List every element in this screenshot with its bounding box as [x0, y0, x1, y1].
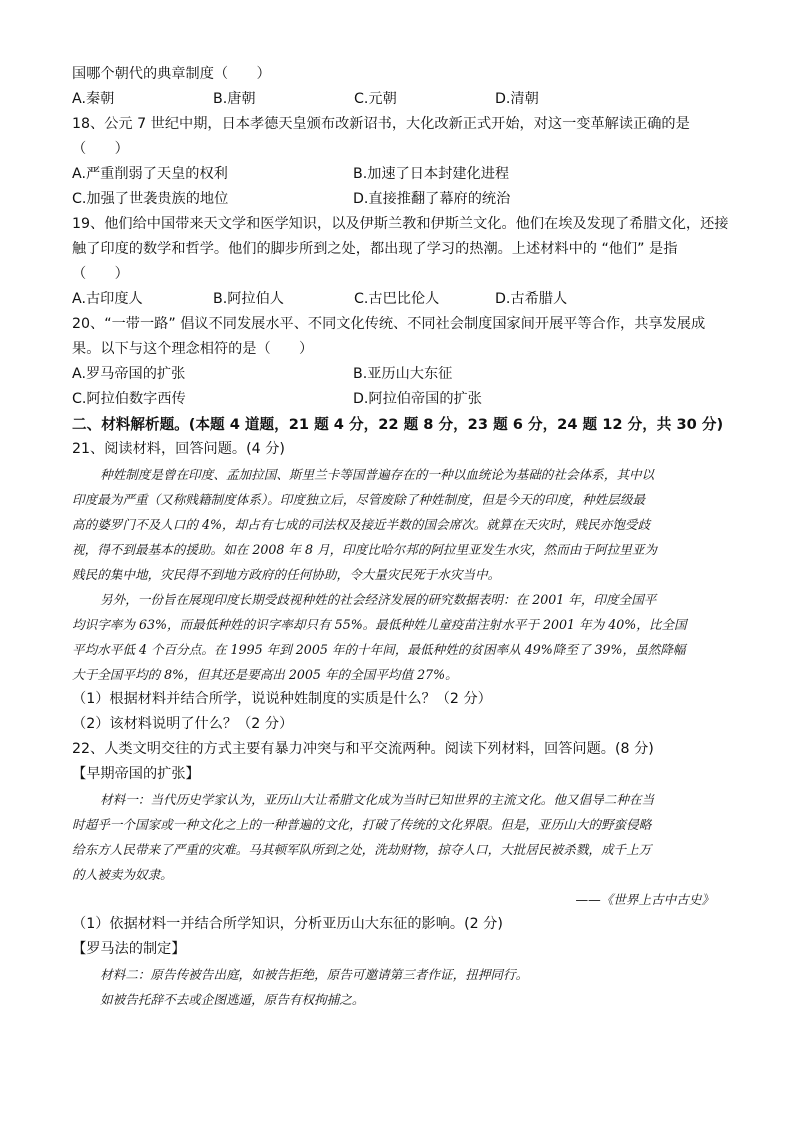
q22-material-line: 时超乎一个国家或一种文化之上的一种普遍的文化，打破了传统的文化界限。但是，亚历山大的野蛮侵略 — [72, 817, 652, 832]
q19-options — [72, 287, 724, 312]
q21-subquestion-1: （1）根据材料并结合所学，说说种姓制度的实质是什么？（2 分） — [72, 691, 492, 707]
q20-options-row1 — [72, 362, 724, 387]
q19-option-d: D.古希腊人 — [495, 291, 568, 307]
q20-option-a: A.罗马帝国的扩张 — [72, 366, 186, 382]
q19-stem-line2: 触了印度的数学和哲学。他们的脚步所到之处，都出现了学习的热潮。上述材料中的 “他们” 是指 — [72, 241, 678, 257]
q19-option-a: A.古印度人 — [72, 291, 143, 307]
q22-subquestion-1: （1）依据材料一并结合所学知识，分析亚历山大东征的影响。(2 分) — [72, 916, 503, 932]
q18-option-d: D.直接推翻了幕府的统治 — [353, 191, 511, 207]
q19-option-b: B.阿拉伯人 — [213, 291, 284, 307]
q21-material-line: 视，得不到最基本的援助。如在 2008 年 8 月，印度比哈尔邦的阿拉里亚发生水灾，然而由于阿拉里亚为 — [72, 542, 658, 557]
q22-material-line: 给东方人民带来了严重的灾难。马其顿军队所到之处，洗劫财物，掠夺人口，大批居民被杀戮，成千上万 — [72, 842, 652, 857]
q17-option-b: B.唐朝 — [213, 91, 256, 107]
q21-material-line: 种姓制度是曾在印度、孟加拉国、斯里兰卡等国普遍存在的一种以血统论为基础的社会体系，其中以 — [100, 467, 655, 482]
section-2-heading: 二、材料解析题。(本题 4 道题，21 题 4 分，22 题 8 分，23 题 6 分，24 题 12 分，共 30 分) — [72, 416, 724, 433]
q22-material-line: 材料一：当代历史学家认为，亚历山大让希腊文化成为当时已知世界的主流文化。他又倡导二种在当 — [100, 792, 655, 807]
q17-options — [72, 87, 724, 112]
q18-option-b: B.加速了日本封建化进程 — [353, 166, 510, 182]
q21-material-line: 大于全国平均的 8%，但其还是要高出 2005 年的全国平均值 27%。 — [72, 667, 458, 682]
q17-option-a: A.秦朝 — [72, 91, 115, 107]
q20-stem-line2: 果。以下与这个理念相符的是（ ） — [72, 341, 314, 357]
q22-section-tag-2: 【罗马法的制定】 — [72, 941, 186, 957]
q21-material-line: 另外，一份旨在展现印度长期受歧视种姓的社会经济发展的研究数据表明：在 2001 年，印度全国平 — [100, 592, 657, 607]
q17-option-c: C.元朝 — [354, 91, 397, 107]
q18-options-row1 — [72, 162, 724, 187]
q20-option-c: C.阿拉伯数字西传 — [72, 391, 186, 407]
q22-material-source: ——《世界上古中古史》 — [575, 892, 714, 907]
q18-option-a: A.严重削弱了天皇的权利 — [72, 166, 228, 182]
q22-stem: 22、人类文明交往的方式主要有暴力冲突与和平交流两种。阅读下列材料，回答问题。(8 分) — [72, 741, 654, 757]
q21-stem: 21、阅读材料，回答问题。(4 分) — [72, 441, 285, 457]
q22-section-tag-1: 【早期帝国的扩张】 — [72, 766, 200, 782]
q22-material-line: 材料二：原告传被告出庭，如被告拒绝，原告可邀请第三者作证，扭押同行。 — [100, 967, 529, 982]
q21-material-line: 贱民的集中地，灾民得不到地方政府的任何协助，令大量灾民死于水灾当中。 — [72, 567, 501, 582]
q18-answer-paren: （ ） — [72, 141, 129, 157]
q22-material-line: 如被告托辞不去或企图逃遁，原告有权拘捕之。 — [100, 992, 365, 1007]
q21-material-line: 均识字率为 63%，而最低种姓的识字率却只有 55%。最低种姓儿童疫苗注射水平于 2001 年为 40%，比全国 — [72, 617, 687, 632]
q17-stem-tail: 国哪个朝代的典章制度（ ） — [72, 66, 271, 82]
q22-material-line: 的人被卖为奴隶。 — [72, 867, 173, 882]
q20-option-d: D.阿拉伯帝国的扩张 — [353, 391, 482, 407]
q20-stem-line1: 20、“一带一路” 倡议不同发展水平、不同文化传统、不同社会制度国家间开展平等合作，共享发展成 — [72, 316, 706, 332]
q18-options-row2 — [72, 187, 724, 212]
exam-page — [72, 62, 729, 1012]
q21-subquestion-2: （2）该材料说明了什么？（2 分） — [72, 716, 294, 732]
q20-option-b: B.亚历山大东征 — [353, 366, 453, 382]
q19-stem-line1: 19、他们给中国带来天文学和医学知识，以及伊斯兰教和伊斯兰文化。他们在埃及发现了希腊文化，还接 — [72, 216, 729, 232]
q17-option-d: D.清朝 — [495, 91, 539, 107]
q21-material-line: 平均水平低 4 个百分点。在 1995 年到 2005 年的十年间，最低种姓的贫困率从 49%降至了 39%，虽然降幅 — [72, 642, 686, 657]
q19-option-c: C.古巴比伦人 — [354, 291, 440, 307]
q19-answer-paren: （ ） — [72, 266, 129, 282]
q18-stem: 18、公元 7 世纪中期，日本孝德天皇颁布改新诏书，大化改新正式开始，对这一变革解读正确的是 — [72, 116, 690, 132]
q21-material-line: 印度最为严重（又称贱籍制度体系）。印度独立后，尽管废除了种姓制度，但是今天的印度，种姓层级最 — [72, 492, 646, 507]
q20-options-row2 — [72, 387, 724, 412]
q18-option-c: C.加强了世袭贵族的地位 — [72, 191, 229, 207]
q21-material-line: 高的婆罗门不及人口的 4%，却占有七成的司法权及接近半数的国会席次。就算在天灾时，贱民亦饱受歧 — [72, 517, 651, 532]
